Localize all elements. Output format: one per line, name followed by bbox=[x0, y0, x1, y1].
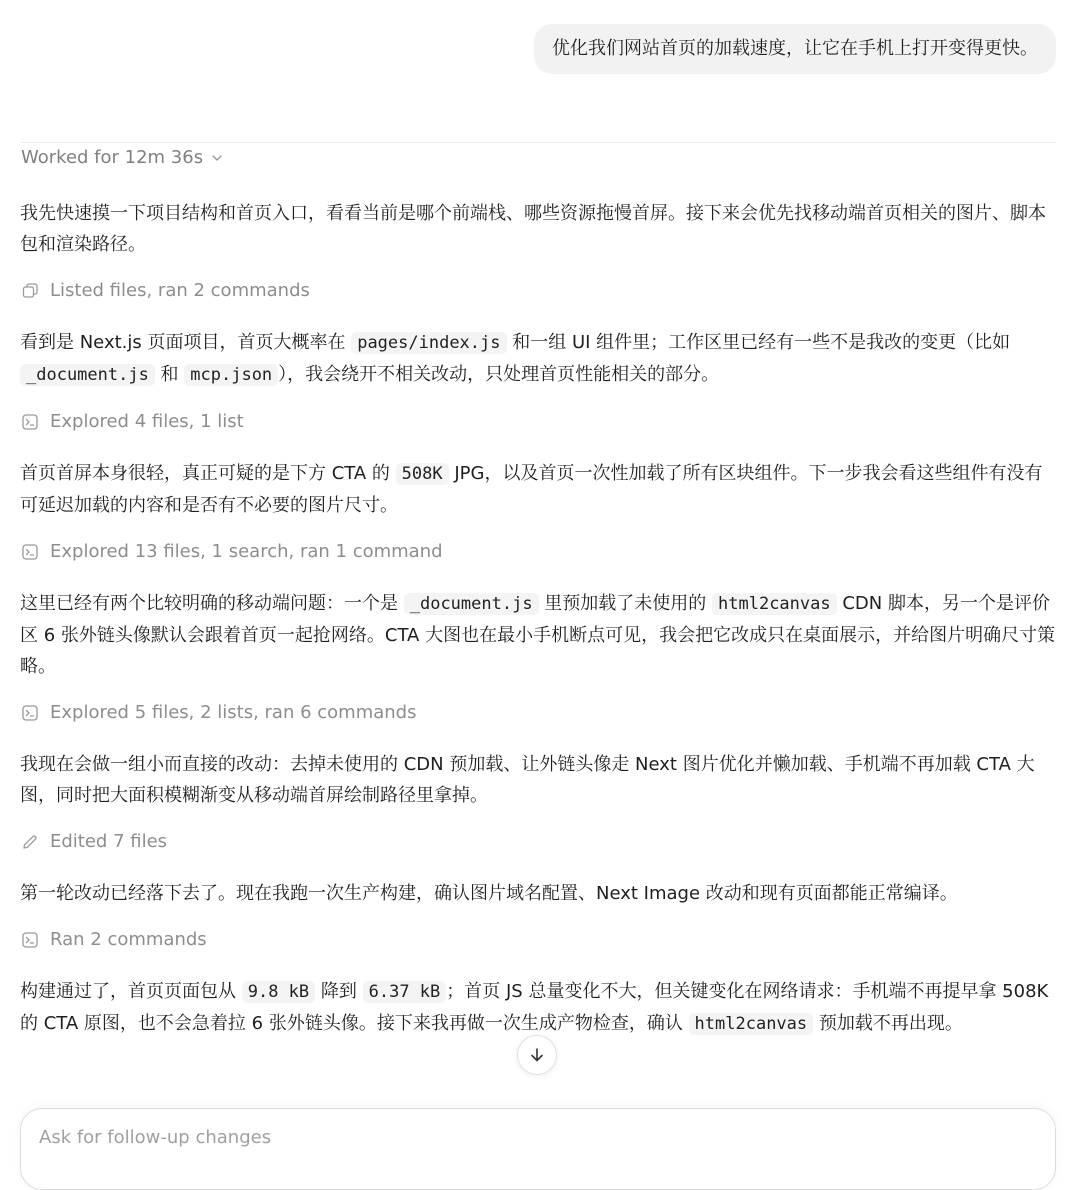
paragraph-text: 构建通过了，首页页面包从 bbox=[20, 981, 242, 1002]
response-paragraph bbox=[20, 976, 1056, 1040]
paragraph-text: 和一组 UI 组件里；工作区里已经有一些不是我改的变更（比如 bbox=[506, 332, 1011, 353]
arrow-down-icon bbox=[528, 1046, 546, 1064]
paragraph-text: 我现在会做一组小而直接的改动：去掉未使用的 CDN 预加载、让外链头像走 Next 图片优化并懒加载、手机端不再加载 CTA 大图，同时把大面积模糊渐变从移动端首屏绘制路径里拿掉。 bbox=[20, 754, 1035, 806]
paragraph-text: 和 bbox=[154, 364, 185, 385]
inline-code: 508K bbox=[396, 463, 449, 485]
inline-code: html2canvas bbox=[689, 1013, 814, 1035]
response-paragraph bbox=[20, 198, 1056, 260]
worked-duration[interactable]: Worked for 12m 36s bbox=[21, 147, 204, 168]
paragraph-text: 首页首屏本身很轻，真正可疑的是下方 CTA 的 bbox=[20, 463, 396, 484]
paragraph-text: 看到是 Next.js 页面项目，首页大概率在 bbox=[20, 332, 352, 353]
assistant-response bbox=[20, 198, 1056, 1040]
tool-step-label[interactable]: Edited 7 files bbox=[50, 831, 168, 852]
inline-code: pages/index.js bbox=[351, 332, 506, 354]
tool-step-summary[interactable] bbox=[20, 699, 1056, 727]
pencil-icon bbox=[20, 832, 40, 852]
paragraph-text: CDN 脚本，另一个是评价区 6 张外链头像默认会跟着首页一起抢网络。CTA 大图也在最小手机断点可见，我会把它改成只在桌面展示，并给图片明确尺寸策略。 bbox=[20, 593, 1056, 677]
chevron-down-icon[interactable] bbox=[211, 152, 223, 164]
user-message-row bbox=[20, 24, 1056, 74]
composer-input[interactable]: Ask for follow-up changes bbox=[39, 1127, 272, 1148]
user-message-bubble: 优化我们网站首页的加载速度，让它在手机上打开变得更快。 bbox=[534, 24, 1056, 74]
paragraph-text: 我先快速摸一下项目结构和首页入口，看看当前是哪个前端栈、哪些资源拖慢首屏。接下来会优先找移动端首页相关的图片、脚本包和渲染路径。 bbox=[20, 203, 1046, 255]
worked-summary[interactable] bbox=[21, 142, 1056, 172]
composer[interactable] bbox=[20, 1108, 1056, 1190]
inline-code: html2canvas bbox=[712, 593, 837, 615]
response-paragraph bbox=[20, 458, 1056, 521]
paragraph-text: 第一轮改动已经落下去了。现在我跑一次生产构建，确认图片域名配置、Next Image 改动和现有页面都能正常编译。 bbox=[20, 883, 958, 904]
response-paragraph bbox=[20, 749, 1056, 811]
paragraph-text: 预加载不再出现。 bbox=[813, 1013, 963, 1034]
terminal-icon bbox=[20, 412, 40, 432]
tool-step-summary[interactable] bbox=[20, 926, 1056, 954]
inline-code: _document.js bbox=[20, 364, 155, 386]
response-paragraph bbox=[20, 327, 1056, 391]
inline-code: _document.js bbox=[404, 593, 539, 615]
inline-code: mcp.json bbox=[184, 364, 278, 386]
paragraph-text: ；首页 JS 总量变化不大，但关键变化在网络请求：手机端不再提早拿 508K 的 CTA 原图，也不会急着拉 6 张外链头像。接下来我再做一次生成产物检查，确认 bbox=[20, 981, 1049, 1034]
tool-step-summary[interactable] bbox=[20, 408, 1056, 436]
paragraph-text: 里预加载了未使用的 bbox=[538, 593, 713, 614]
response-paragraph bbox=[20, 588, 1056, 682]
response-paragraph bbox=[20, 878, 1056, 909]
tool-step-summary[interactable] bbox=[20, 277, 1056, 305]
paragraph-text: 降到 bbox=[315, 981, 363, 1002]
terminal-icon bbox=[20, 703, 40, 723]
scroll-to-bottom-button[interactable] bbox=[517, 1035, 557, 1075]
tool-step-label[interactable]: Ran 2 commands bbox=[50, 929, 207, 950]
terminal-icon bbox=[20, 542, 40, 562]
tool-step-summary[interactable] bbox=[20, 538, 1056, 566]
paragraph-text: ），我会绕开不相关改动，只处理首页性能相关的部分。 bbox=[278, 364, 720, 385]
tool-step-summary[interactable] bbox=[20, 828, 1056, 856]
files-icon bbox=[20, 281, 40, 301]
inline-code: 6.37 kB bbox=[363, 981, 447, 1003]
terminal-icon bbox=[20, 930, 40, 950]
inline-code: 9.8 kB bbox=[242, 981, 315, 1003]
paragraph-text: JPG，以及首页一次性加载了所有区块组件。下一步我会看这些组件有没有可延迟加载的内容和是否有不必要的图片尺寸。 bbox=[20, 463, 1043, 516]
tool-step-label[interactable]: Explored 13 files, 1 search, ran 1 command bbox=[50, 541, 443, 562]
bottom-fade bbox=[0, 1080, 1080, 1110]
paragraph-text: 这里已经有两个比较明确的移动端问题：一个是 bbox=[20, 593, 404, 614]
tool-step-label[interactable]: Listed files, ran 2 commands bbox=[50, 280, 310, 301]
tool-step-label[interactable]: Explored 5 files, 2 lists, ran 6 commands bbox=[50, 702, 417, 723]
tool-step-label[interactable]: Explored 4 files, 1 list bbox=[50, 411, 244, 432]
